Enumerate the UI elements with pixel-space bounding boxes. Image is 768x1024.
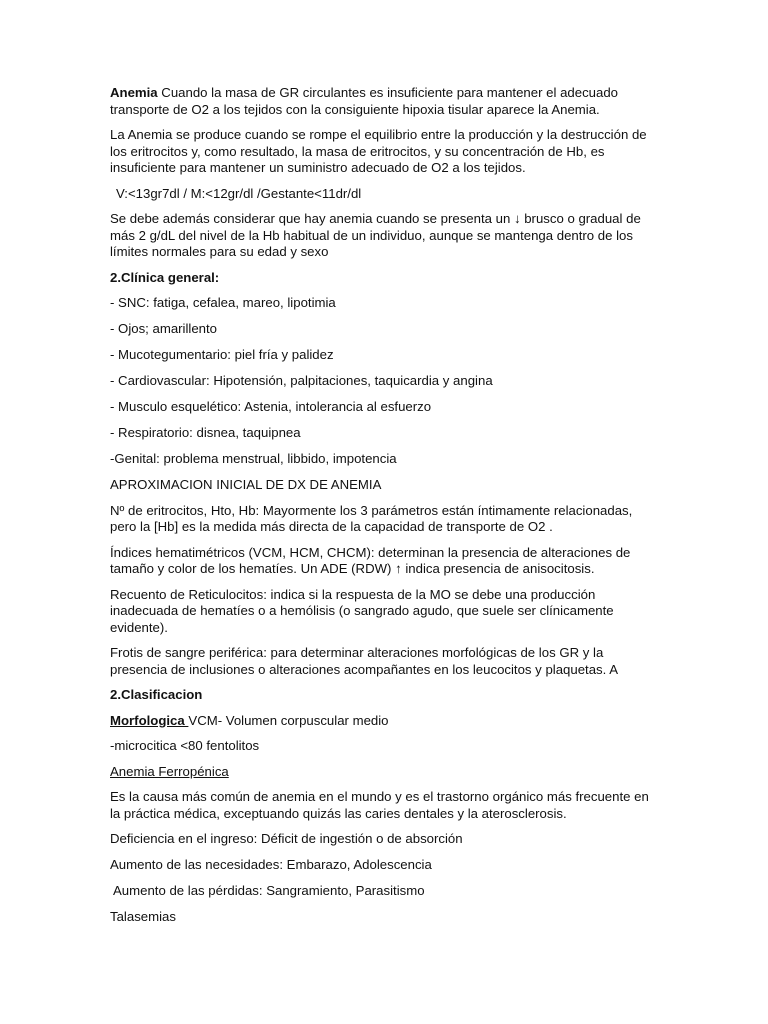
anemia-mechanism: La Anemia se produce cuando se rompe el equilibrio entre la producción y la destrucción de los eritrocitos y, como resultado, la masa de eritrocitos, y su concentración de Hb, es insuficiente para mantener un suministro adecuado de O2 a los tejidos. [110, 127, 647, 175]
clasificacion-heading: 2.Clasificacion [110, 687, 203, 702]
document-page [110, 85, 662, 935]
hb-drop-note: Se debe además considerar que hay anemia cuando se presenta un ↓ brusco o gradual de más 2 g/dL del nivel de la Hb habitual de un individuo, aunque se mantenga dentro de los límites normales para su edad y sexo [110, 211, 641, 259]
aproximacion-eritrocitos: Nº de eritrocitos, Hto, Hb: Mayormente los 3 parámetros están íntimamente relacionadas, pero la [Hb] es la medida más directa de la capacidad de transporte de O2 . [110, 502, 633, 534]
clinica-item-cardiovascular: - Cardiovascular: Hipotensión, palpitaciones, taquicardia y angina [110, 373, 493, 388]
morfologica-text: VCM- Volumen corpuscular medio [188, 712, 389, 728]
anemia-definition [110, 85, 662, 118]
clinica-item-mucotegumentario: - Mucotegumentario: piel fría y palidez [110, 347, 334, 362]
microcitica-line: -microcitica <80 fentolitos [110, 738, 260, 753]
clinica-item-snc: - SNC: fatiga, cefalea, mareo, lipotimia [110, 295, 336, 310]
aumento-perdidas: Aumento de las pérdidas: Sangramiento, Parasitismo [113, 883, 425, 898]
ferropenica-description: Es la causa más común de anemia en el mundo y es el trastorno orgánico más frecuente en la práctica médica, exceptuando quizás las caries dentales y la aterosclerosis. [110, 789, 649, 821]
anemia-definition-text: Cuando la masa de GR circulantes es insuficiente para mantener el adecuado transporte de O2 a los tejidos con la consiguiente hipoxia tisular aparece la Anemia. [110, 85, 619, 117]
ferropenica-heading: Anemia Ferropénica [110, 763, 229, 779]
deficiencia-ingreso: Deficiencia en el ingreso: Déficit de ingestión o de absorción [110, 831, 463, 846]
clinica-item-respiratorio: - Respiratorio: disnea, taquipnea [110, 425, 301, 440]
aproximacion-reticulocitos: Recuento de Reticulocitos: indica si la respuesta de la MO se debe una producción inadecuada de hematíes o a hemólisis (o sangrado agudo, que suele ser clínicamente evidente). [110, 586, 614, 635]
aumento-necesidades: Aumento de las necesidades: Embarazo, Adolescencia [110, 857, 432, 872]
clinica-item-ojos: - Ojos; amarillento [110, 321, 218, 336]
aproximacion-frotis: Frotis de sangre periférica: para determinar alteraciones morfológicas de los GR y la presencia de inclusiones o alteraciones acompañantes en los leucocitos y plaquetas. A [110, 645, 619, 677]
aproximacion-heading: APROXIMACION INICIAL DE DX DE ANEMIA [110, 477, 382, 492]
aproximacion-indices: Índices hematimétricos (VCM, HCM, CHCM): determinan la presencia de alteraciones de tamaño y color de los hematíes. Un ADE (RDW) ↑ indica presencia de anisocitosis. [110, 544, 631, 576]
morfologica-label: Morfologica [110, 712, 189, 728]
clinica-item-musculo: - Musculo esquelético: Astenia, intolerancia al esfuerzo [110, 399, 432, 414]
morfologica-line [110, 713, 662, 730]
hb-thresholds: V:<13gr7dl / M:<12gr/dl /Gestante<11dr/dl [116, 185, 362, 201]
clinica-heading: 2.Clínica general: [110, 269, 220, 285]
anemia-term: Anemia [110, 85, 158, 100]
clinica-item-genital: -Genital: problema menstrual, libbido, impotencia [110, 451, 397, 466]
talasemias: Talasemias [110, 909, 176, 924]
